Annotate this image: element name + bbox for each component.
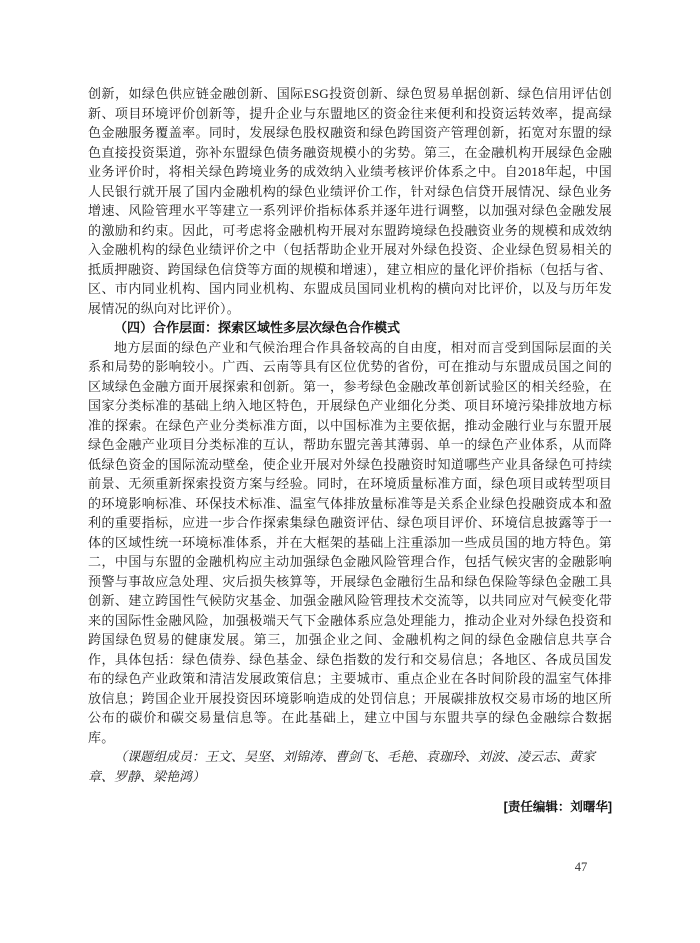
article-text-block: [88, 84, 612, 817]
editor-note: [责任编辑：刘曙华]: [503, 800, 612, 814]
section-heading: （四）合作层面：探索区域性多层次绿色合作模式: [114, 320, 401, 335]
body-paragraph-2: 地方层面的绿色产业和气候治理合作具备较高的自由度，相对而言受到国际层面的关系和局势的影响较小。广西、云南等具有区位优势的省份，可在推动与东盟成员国之间的区域绿色金融方面开展探索和创新。第一，参考绿色金融改革创新试验区的相关经验，在国家分类标准的基础上纳入地区特色，开展绿色产业细化分类、项目环境污染排放地方标准的探索。在绿色产业分类标准方面，以中国标准为主要依据，推动金融行业与东盟开展绿色金融产业项目分类标准的互认，帮助东盟完善其薄弱、单一的绿色产业体系，从而降低绿色资金的国际流动壁垒，使企业开展对外绿色投融资时知道哪些产业具备绿色可持续前景、无须重新探索投资方案与经验。同时，在环境质量标准方面，绿色项目或转型项目的环境影响标准、环保技术标准、温室气体排放量标准等是关系企业绿色投融资成本和盈利的重要指标，应进一步合作探索集绿色融资评估、绿色项目评价、环境信息披露等于一体的区域性统一环境标准体系，并在大框架的基础上注重添加一些成员国的地方特色。第二，中国与东盟的金融机构应主动加强绿色金融风险管理合作，包括气候灾害的金融影响预警与事故应急处理、灾后损失核算等，开展绿色金融衍生品和绿色保险等绿色金融工具创新、建立跨国性气候防灾基金、加强金融风险管理技术交流等，以共同应对气候变化带来的国际性金融风险，加强极端天气下金融体系应急处理能力，推动企业对外绿色投资和跨国绿色贸易的健康发展。第三，加强企业之间、金融机构之间的绿色金融信息共享合作，具体包括：绿色债券、绿色基金、绿色指数的发行和交易信息；各地区、各成员国发布的绿色产业政策和清洁发展政策信息；主要城市、重点企业在各时间阶段的温室气体排放信息；跨国企业开展投资因环境影响造成的处罚信息；开展碳排放权交易市场的地区所公布的碳价和碳交易量信息等。在此基础上，建立中国与东盟共享的绿色金融综合数据库。: [88, 339, 612, 745]
research-team-note: （课题组成员：王文、吴坚、刘锦涛、曹剑飞、毛艳、袁珈玲、刘波、凌云志、黄家章、罗静、梁艳鸿）: [88, 749, 596, 784]
body-paragraph-continued: 创新，如绿色供应链金融创新、国际ESG投资创新、绿色贸易单据创新、绿色信用评估创新、项目环境评价创新等，提升企业与东盟地区的资金往来便利和投资运转效率，提高绿色金融服务覆盖率。同时，发展绿色股权融资和绿色跨国资产管理创新，拓宽对东盟的绿色直接投资渠道，弥补东盟绿色债务融资规模小的劣势。第三，在金融机构开展绿色金融业务评价时，将相关绿色跨境业务的成效纳入业绩考核评价体系之中。自2018年起，中国人民银行就开展了国内金融机构的绿色业绩评价工作，针对绿色信贷开展情况、绿色业务增速、风险管理水平等建立一系列评价指标体系并逐年进行调整，以加强对绿色金融发展的激励和约束。因此，可考虑将金融机构开展对东盟跨境绿色投融资业务的规模和成效纳入金融机构的绿色业绩评价之中（包括帮助企业开展对外绿色投资、企业绿色贸易相关的抵质押融资、跨国绿色信贷等方面的规模和增速），建立相应的量化评价指标（包括与省、区、市内同业机构、国内同业机构、东盟成员国同业机构的横向对比评价，以及与历年发展情况的纵向对比评价）。: [88, 86, 612, 316]
page-number: 47: [574, 860, 588, 874]
